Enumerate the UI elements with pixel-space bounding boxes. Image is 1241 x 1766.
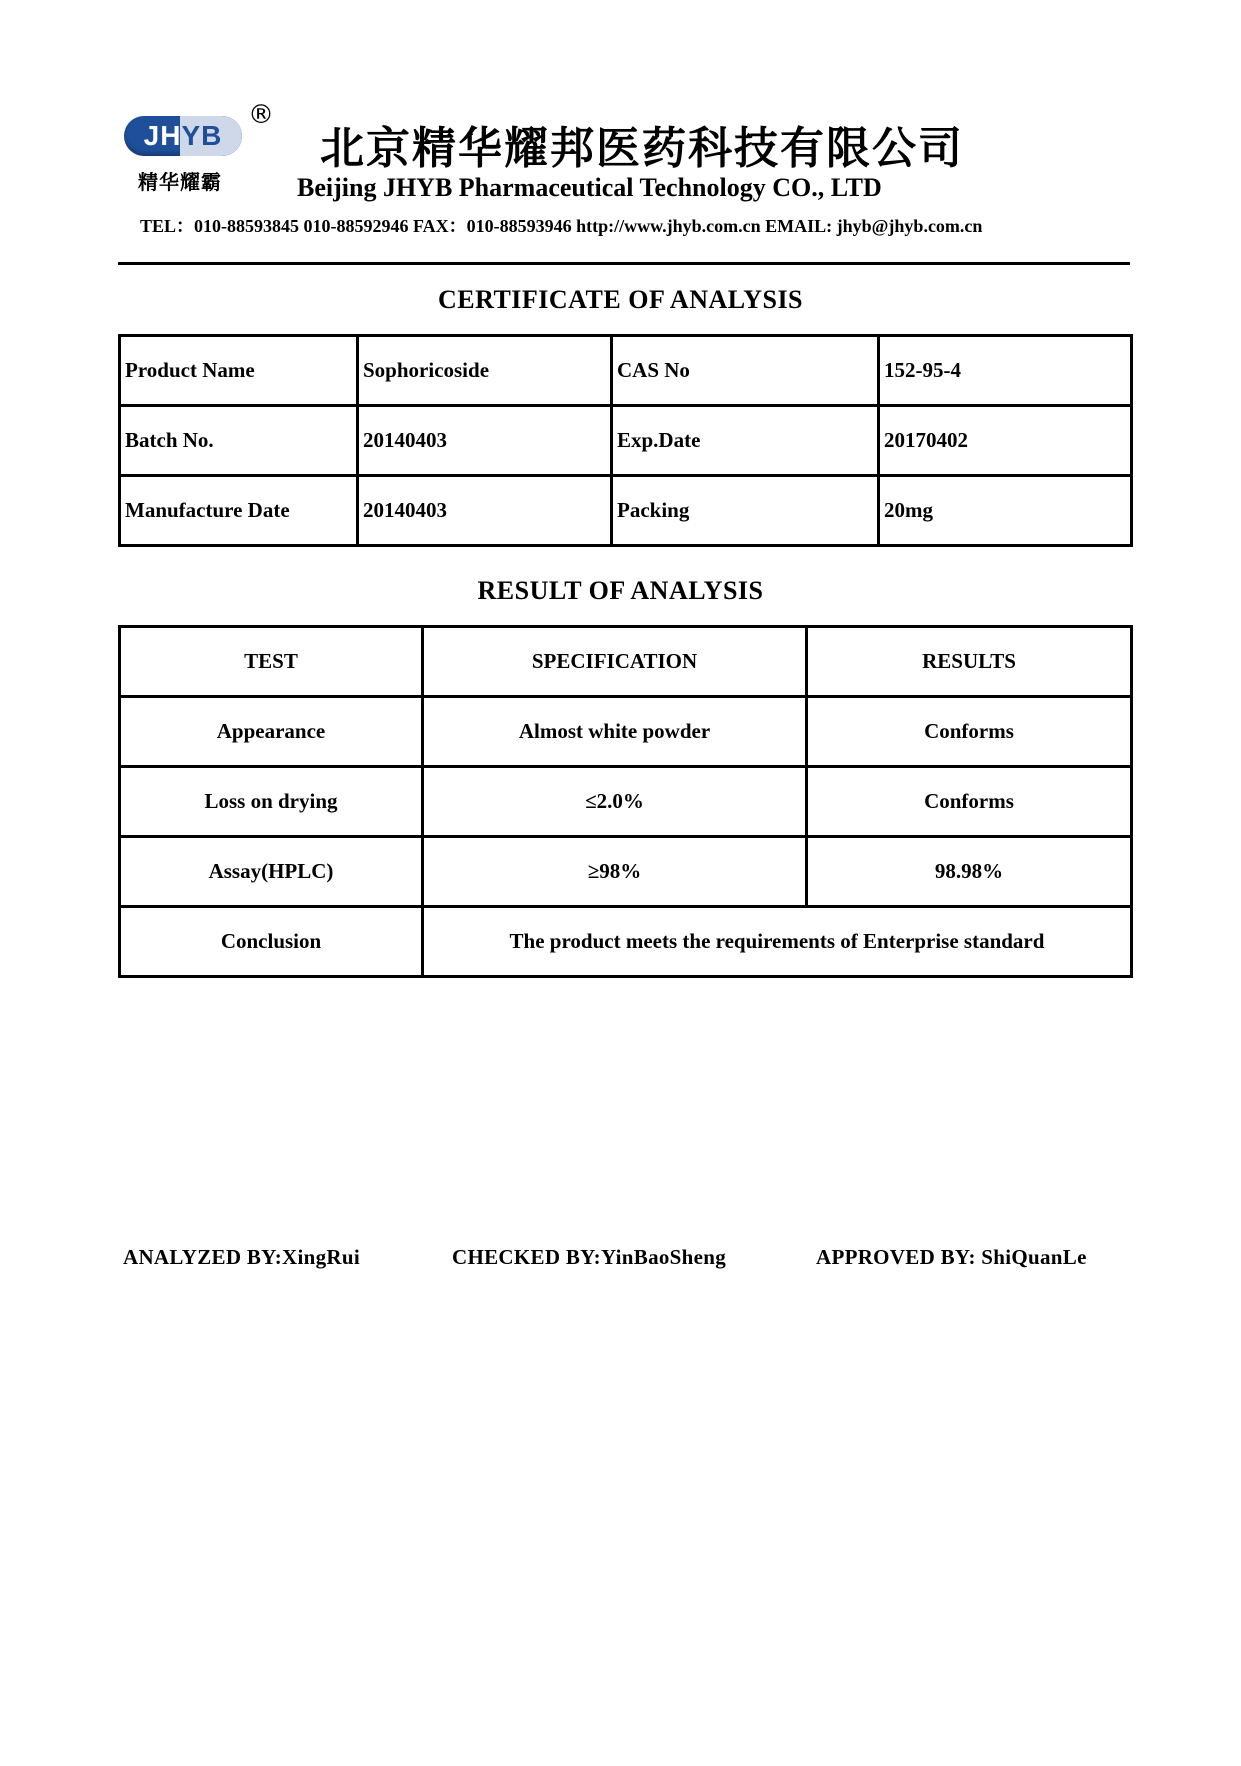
product-info-table bbox=[118, 334, 1133, 547]
test-result: Conforms bbox=[807, 697, 1132, 767]
table-row bbox=[120, 336, 1132, 406]
table-row bbox=[120, 767, 1132, 837]
logo-subtitle: 精华耀霸 bbox=[138, 170, 222, 194]
company-logo bbox=[120, 98, 280, 198]
table-header-row bbox=[120, 627, 1132, 697]
label-exp-date: Exp.Date bbox=[612, 406, 879, 476]
logo-text-left: JH bbox=[143, 120, 182, 151]
header-results: RESULTS bbox=[807, 627, 1132, 697]
test-result: 98.98% bbox=[807, 837, 1132, 907]
test-specification: ≤2.0% bbox=[423, 767, 807, 837]
certificate-title: CERTIFICATE OF ANALYSIS bbox=[437, 285, 804, 314]
conclusion-label: Conclusion bbox=[120, 907, 423, 977]
logo-text-right: YB bbox=[181, 120, 223, 151]
header-test: TEST bbox=[120, 627, 423, 697]
analysis-results-table bbox=[118, 625, 1133, 978]
company-name-english: Beijing JHYB Pharmaceutical Technology CO., LTD bbox=[297, 173, 882, 202]
label-packing: Packing bbox=[612, 476, 879, 546]
label-cas-no: CAS No bbox=[612, 336, 879, 406]
checked-by: CHECKED BY:YinBaoSheng bbox=[452, 1245, 727, 1269]
label-batch-no: Batch No. bbox=[120, 406, 358, 476]
header-specification: SPECIFICATION bbox=[423, 627, 807, 697]
table-row bbox=[120, 476, 1132, 546]
test-name: Appearance bbox=[120, 697, 423, 767]
test-result: Conforms bbox=[807, 767, 1132, 837]
approved-by: APPROVED BY: ShiQuanLe bbox=[816, 1245, 1087, 1269]
analyzed-by: ANALYZED BY:XingRui bbox=[123, 1245, 360, 1269]
test-specification: Almost white powder bbox=[423, 697, 807, 767]
value-manufacture-date: 20140403 bbox=[358, 476, 612, 546]
table-row bbox=[120, 837, 1132, 907]
label-product-name: Product Name bbox=[120, 336, 358, 406]
logo-capsule bbox=[124, 116, 242, 156]
table-row bbox=[120, 697, 1132, 767]
contact-line: TEL：010-88593845 010-88592946 FAX：010-88593946 http://www.jhyb.com.cn EMAIL: jhyb@jhyb.com.cn bbox=[140, 216, 983, 236]
test-name: Loss on drying bbox=[120, 767, 423, 837]
header-divider bbox=[118, 262, 1130, 265]
registered-mark: ® bbox=[248, 100, 274, 130]
table-row bbox=[120, 406, 1132, 476]
label-manufacture-date: Manufacture Date bbox=[120, 476, 358, 546]
value-packing: 20mg bbox=[879, 476, 1132, 546]
conclusion-row bbox=[120, 907, 1132, 977]
value-product-name: Sophoricoside bbox=[358, 336, 612, 406]
company-name-chinese: 北京精华耀邦医药科技有限公司 bbox=[320, 123, 964, 174]
value-exp-date: 20170402 bbox=[879, 406, 1132, 476]
value-cas-no: 152-95-4 bbox=[879, 336, 1132, 406]
results-title: RESULT OF ANALYSIS bbox=[477, 576, 764, 605]
conclusion-text: The product meets the requirements of Enterprise standard bbox=[423, 907, 1132, 977]
test-name: Assay(HPLC) bbox=[120, 837, 423, 907]
value-batch-no: 20140403 bbox=[358, 406, 612, 476]
test-specification: ≥98% bbox=[423, 837, 807, 907]
